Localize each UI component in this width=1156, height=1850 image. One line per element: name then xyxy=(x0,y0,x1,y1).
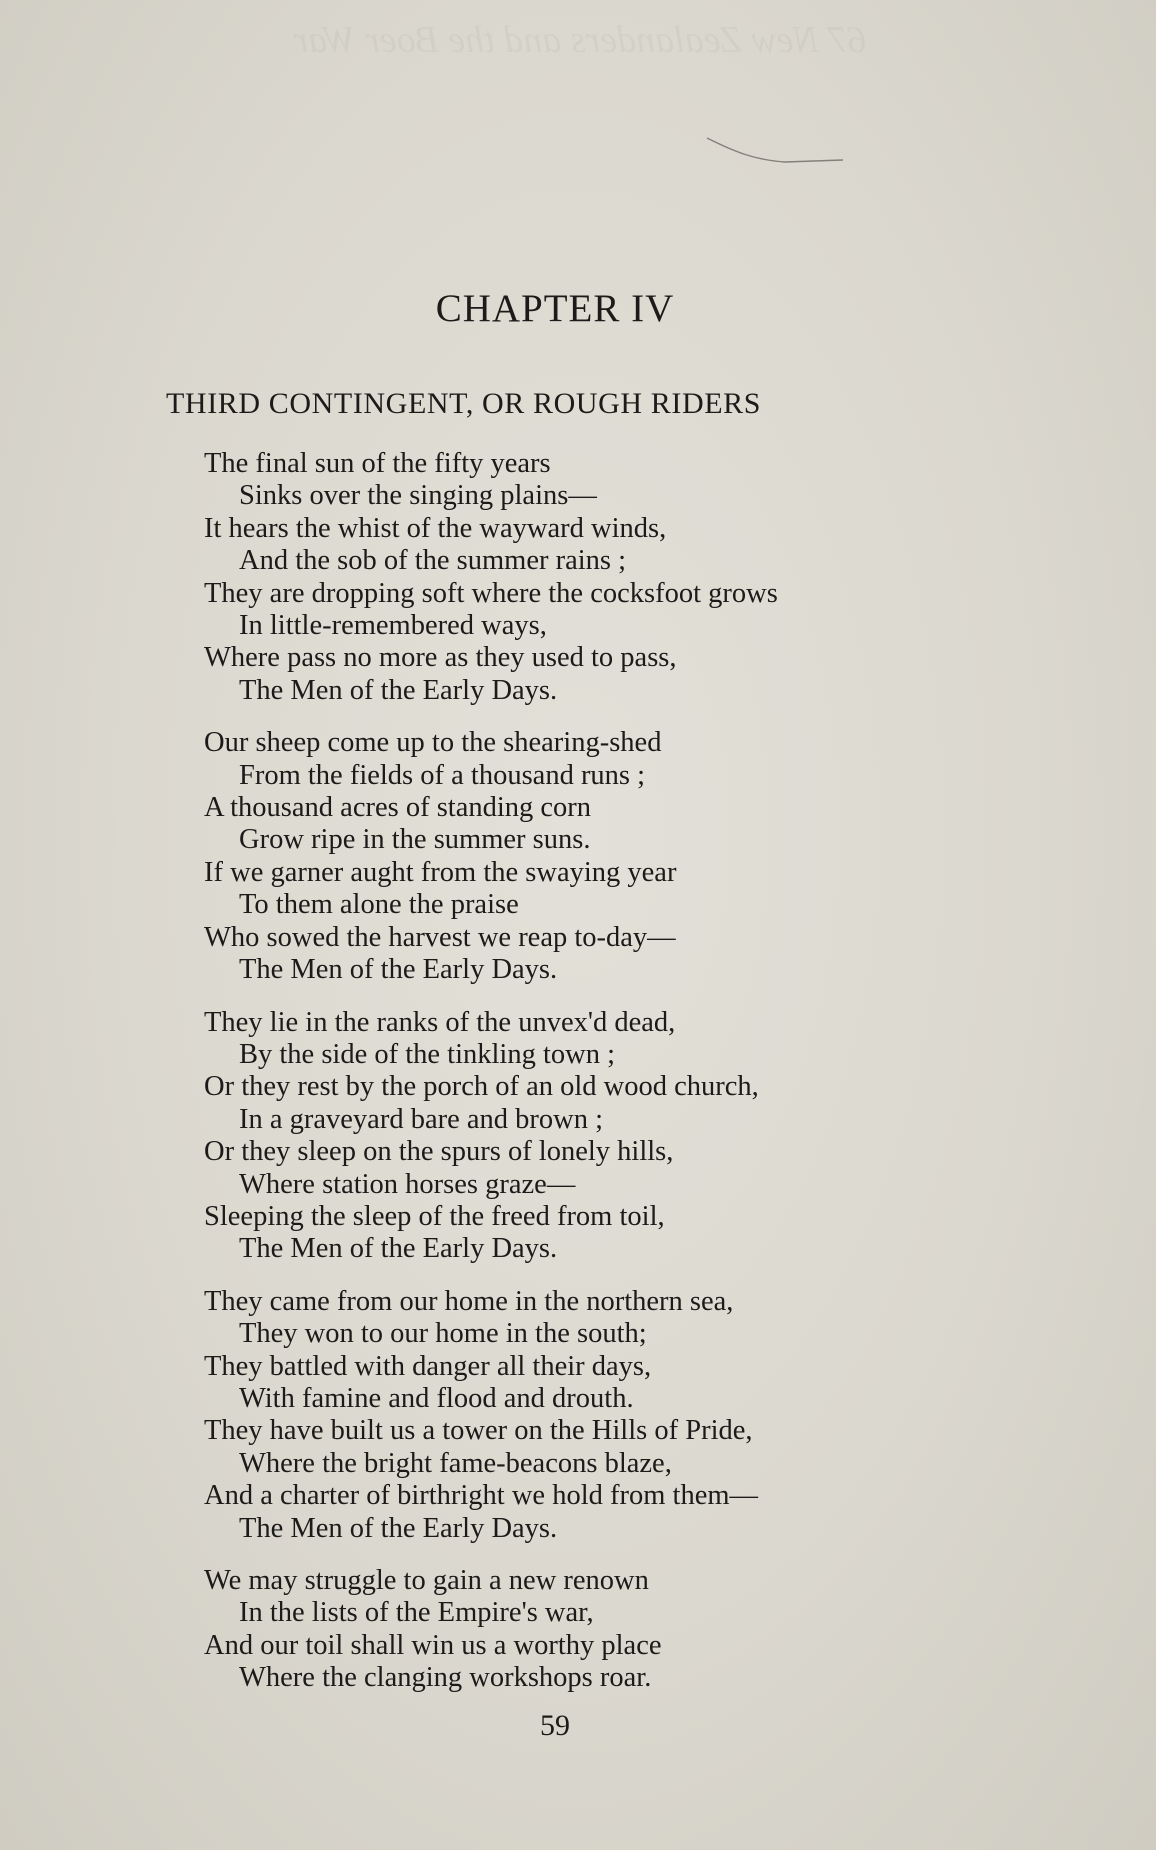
poem-line: From the fields of a thousand runs ; xyxy=(239,759,646,791)
bleed-through-heading xyxy=(130,18,1030,62)
poem-line: They battled with danger all their days, xyxy=(204,1350,652,1382)
poem-line: They won to our home in the south; xyxy=(239,1318,647,1350)
poem-line: To them alone the praise xyxy=(239,889,519,921)
chapter-title: CHAPTER IV xyxy=(435,287,675,330)
poem-line: Sleeping the sleep of the freed from toil, xyxy=(204,1200,665,1232)
poem-line: We may struggle to gain a new renown xyxy=(204,1565,649,1596)
poem-line: Where the bright fame-beacons blaze, xyxy=(239,1447,672,1479)
poem-line: In a graveyard bare and brown ; xyxy=(239,1103,604,1135)
pencil-mark xyxy=(705,136,845,176)
poem-line: Or they sleep on the spurs of lonely hills, xyxy=(204,1136,674,1168)
poem-line: They came from our home in the northern sea, xyxy=(204,1285,734,1317)
poem-line: Grow ripe in the summer suns. xyxy=(239,824,591,856)
section-title: THIRD CONTINGENT, OR ROUGH RIDERS xyxy=(166,387,762,420)
poem-line: The Men of the Early Days. xyxy=(239,1233,558,1265)
poem-line: And a charter of birthright we hold from them— xyxy=(204,1480,759,1512)
poem-line: In little-remembered ways, xyxy=(239,610,547,642)
poem-line: Or they rest by the porch of an old wood church, xyxy=(204,1071,759,1103)
poem-line: Sinks over the singing plains— xyxy=(239,480,597,512)
poem-line: If we garner aught from the swaying year xyxy=(204,856,677,888)
poem-line: The Men of the Early Days. xyxy=(239,674,558,706)
poem-line: By the side of the tinkling town ; xyxy=(239,1038,616,1070)
poem-line: The final sun of the fifty years xyxy=(204,448,551,479)
poem-line: Where the clanging workshops roar. xyxy=(239,1662,652,1694)
poem-line: The Men of the Early Days. xyxy=(239,954,558,986)
poem-line: A thousand acres of standing corn xyxy=(204,792,592,824)
poem-line: Who sowed the harvest we reap to-day— xyxy=(204,921,676,953)
poem-line: Where station horses graze— xyxy=(239,1168,576,1200)
poem-line: It hears the whist of the wayward winds, xyxy=(204,512,667,544)
poem-line: They have built us a tower on the Hills of Pride, xyxy=(204,1415,753,1447)
page-number: 59 xyxy=(540,1709,570,1742)
stanza xyxy=(204,1007,1044,1266)
poem-line: Where pass no more as they used to pass, xyxy=(204,642,677,674)
stanza xyxy=(204,448,1044,707)
poem-line: Our sheep come up to the shearing-shed xyxy=(204,727,662,759)
poem-line: The Men of the Early Days. xyxy=(239,1512,558,1544)
poem-line: With famine and flood and drouth. xyxy=(239,1382,634,1414)
poem-line: In the lists of the Empire's war, xyxy=(239,1597,594,1629)
poem xyxy=(204,448,1044,1715)
poem-line: And our toil shall win us a worthy place xyxy=(204,1629,662,1661)
stanza xyxy=(204,1565,1044,1695)
poem-line: They are dropping soft where the cocksfoot grows xyxy=(204,577,778,609)
stanza xyxy=(204,1286,1044,1545)
poem-line: They lie in the ranks of the unvex'd dead, xyxy=(204,1006,676,1038)
poem-line: And the sob of the summer rains ; xyxy=(239,545,627,577)
stanza xyxy=(204,727,1044,986)
